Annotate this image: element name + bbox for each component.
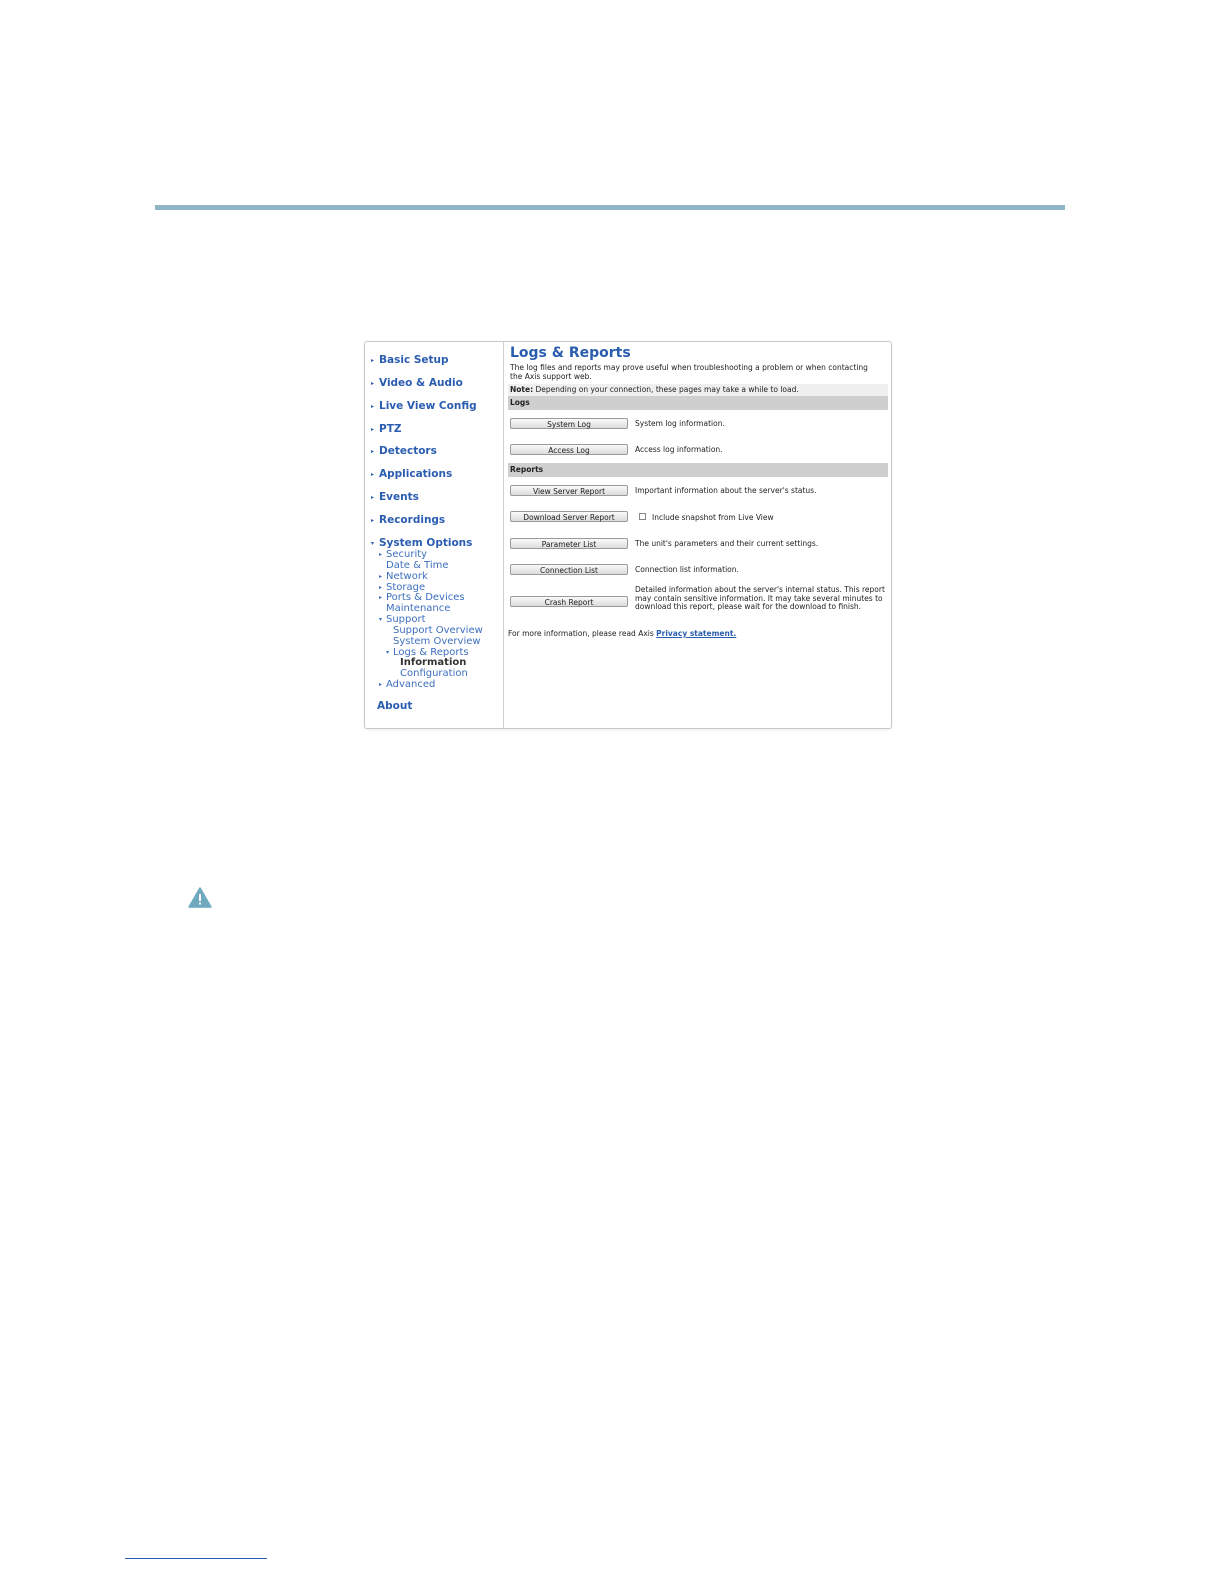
footnote-rule	[125, 1558, 267, 1559]
download-server-report-button[interactable]: Download Server Report	[510, 511, 628, 522]
nav-applications[interactable]: ▸ Applications	[371, 468, 453, 480]
nav-configuration[interactable]: Configuration	[400, 668, 468, 679]
crash-report-desc: Detailed information about the server's internal status. This report may contain sensitive information. It may take several minutes to download this report, please wait for the download to finish.	[635, 585, 885, 611]
parameter-list-desc: The unit's parameters and their current settings.	[635, 539, 819, 548]
view-server-report-button[interactable]: View Server Report	[510, 485, 628, 496]
nav-storage[interactable]: ▸ Storage	[379, 582, 426, 593]
nav-logs-reports[interactable]: ▾ Logs & Reports	[386, 647, 469, 658]
nav-recordings[interactable]: ▸ Recordings	[371, 514, 446, 526]
page-title: Logs & Reports	[510, 345, 631, 361]
nav-system-overview[interactable]: System Overview	[393, 636, 481, 647]
system-log-button[interactable]: System Log	[510, 418, 628, 429]
nav-support-overview[interactable]: Support Overview	[393, 625, 483, 636]
note-bar: Note: Depending on your connection, these pages may take a while to load.	[508, 384, 888, 396]
reports-section-header: Reports	[508, 463, 888, 477]
intro-text: The log files and reports may prove useful when troubleshooting a problem or when contacting the Axis support web.	[510, 363, 868, 381]
include-snapshot-label: Include snapshot from Live View	[652, 513, 774, 522]
nav-ports-devices[interactable]: ▸ Ports & Devices	[379, 592, 465, 603]
connection-list-button[interactable]: Connection List	[510, 564, 628, 575]
view-server-report-desc: Important information about the server's status.	[635, 486, 817, 495]
main-content	[504, 342, 891, 728]
access-log-button[interactable]: Access Log	[510, 444, 628, 455]
nav-ptz[interactable]: ▸ PTZ	[371, 423, 402, 435]
nav-basic-setup[interactable]: ▸ Basic Setup	[371, 354, 449, 366]
nav-network[interactable]: ▸ Network	[379, 571, 428, 582]
nav-advanced[interactable]: ▸ Advanced	[379, 679, 436, 690]
nav-security[interactable]: ▸ Security	[379, 549, 428, 560]
sidebar	[365, 342, 504, 728]
access-log-desc: Access log information.	[635, 445, 723, 454]
nav-about[interactable]: About	[377, 700, 413, 712]
system-log-desc: System log information.	[635, 419, 725, 428]
crash-report-button[interactable]: Crash Report	[510, 596, 628, 607]
privacy-statement-link[interactable]: Privacy statement.	[656, 629, 737, 638]
nav-information[interactable]: Information	[400, 657, 467, 668]
nav-system-options[interactable]: ▾ System Options	[371, 537, 473, 549]
header-divider	[155, 205, 1065, 210]
warning-icon	[188, 887, 212, 908]
footer-info: For more information, please read Axis Privacy statement.	[508, 629, 737, 638]
nav-detectors[interactable]: ▸ Detectors	[371, 445, 437, 457]
include-snapshot-checkbox[interactable]	[639, 513, 646, 520]
nav-date-time[interactable]: Date & Time	[386, 560, 449, 571]
parameter-list-button[interactable]: Parameter List	[510, 538, 628, 549]
logs-reports-screenshot	[364, 341, 892, 729]
logs-section-header: Logs	[508, 396, 888, 410]
nav-support[interactable]: ▾ Support	[379, 614, 426, 625]
nav-events[interactable]: ▸ Events	[371, 491, 419, 503]
nav-live-view-config[interactable]: ▸ Live View Config	[371, 400, 477, 412]
nav-video-audio[interactable]: ▸ Video & Audio	[371, 377, 463, 389]
nav-maintenance[interactable]: Maintenance	[386, 603, 451, 614]
connection-list-desc: Connection list information.	[635, 565, 739, 574]
